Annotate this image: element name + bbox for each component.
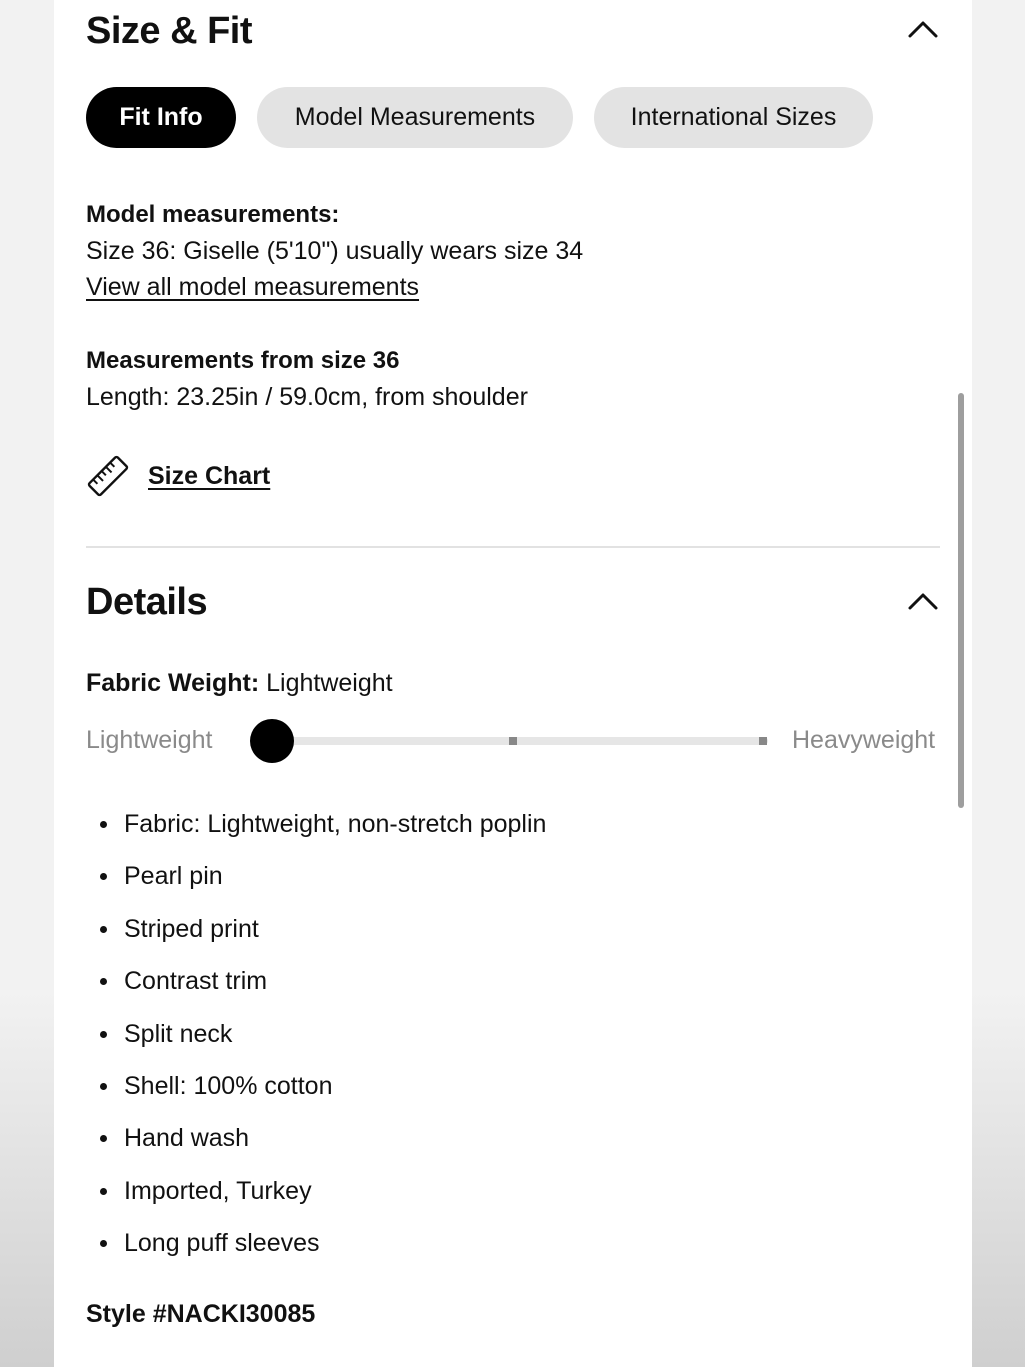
size-chart-label: Size Chart: [148, 462, 271, 490]
tab-fit-info[interactable]: Fit Info: [86, 87, 236, 148]
ruler-icon: [86, 454, 130, 498]
product-info-panel: [54, 0, 972, 1367]
details-bullet-item: Hand wash: [100, 1112, 546, 1164]
fabric-weight-label: Fabric Weight:: [86, 669, 260, 697]
details-bullet-item: Striped print: [100, 903, 546, 955]
slider-knob[interactable]: [250, 719, 294, 763]
fabric-weight-value: Lightweight: [266, 669, 393, 697]
size-fit-collapse-button[interactable]: [906, 16, 940, 45]
details-bullet-item: Contrast trim: [100, 955, 546, 1007]
slider-tick-mid: [509, 737, 517, 745]
details-bullet-item: Split neck: [100, 1008, 546, 1060]
tab-model-measurements[interactable]: Model Measurements: [257, 87, 573, 148]
scrollbar[interactable]: [958, 393, 964, 808]
slider-tick-end: [759, 737, 767, 745]
details-collapse-button[interactable]: [906, 588, 940, 617]
fabric-weight-row: [86, 667, 393, 699]
slider-min-label: Lightweight: [86, 726, 213, 754]
details-bullet-item: Fabric: Lightweight, non-stretch poplin: [100, 798, 546, 850]
slider-max-label: Heavyweight: [792, 726, 936, 754]
model-measurements-heading: Model measurements:: [86, 201, 340, 228]
size-chart-link[interactable]: [86, 454, 286, 498]
size-fit-title: Size & Fit: [86, 10, 253, 52]
view-all-model-measurements-link[interactable]: View all model measurements: [86, 273, 420, 301]
details-bullet-item: Long puff sleeves: [100, 1217, 546, 1269]
chevron-up-icon: [906, 588, 940, 612]
details-bullet-item: Pearl pin: [100, 850, 546, 902]
section-divider: [86, 546, 940, 548]
measurements-text: Length: 23.25in / 59.0cm, from shoulder: [86, 383, 528, 411]
fabric-weight-slider[interactable]: [250, 718, 770, 764]
slider-track: [272, 737, 768, 745]
tab-international-sizes[interactable]: International Sizes: [594, 87, 873, 148]
details-bullet-item: Shell: 100% cotton: [100, 1060, 546, 1112]
style-number: Style #NACKI30085: [86, 1300, 316, 1328]
model-measurements-text: Size 36: Giselle (5'10") usually wears size 34: [86, 237, 584, 265]
details-title: Details: [86, 581, 208, 623]
details-bullet-list: [100, 798, 546, 1270]
details-bullet-item: Imported, Turkey: [100, 1165, 546, 1217]
chevron-up-icon: [906, 16, 940, 40]
measurements-heading: Measurements from size 36: [86, 347, 400, 374]
